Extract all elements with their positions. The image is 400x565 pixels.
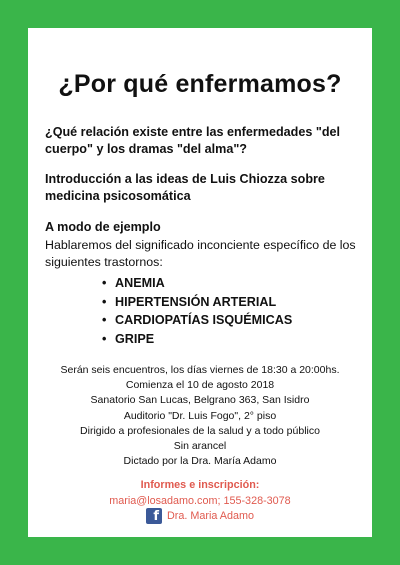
question-body-soul: ¿Qué relación existe entre las enfermedades "del cuerpo" y los dramas "del alma"?	[45, 125, 341, 156]
contact-heading: Informes e inscripción:	[140, 479, 260, 491]
info-venue: Sanatorio San Lucas, Belgrano 363, San Isidro	[90, 394, 310, 407]
contact-email-phone[interactable]: maria@losadamo.com; 155-328-3078	[109, 495, 291, 507]
facebook-icon: f	[146, 508, 162, 524]
example-body: Hablaremos del significado inconciente específico de los siguientes trastornos:	[45, 238, 356, 269]
event-info	[28, 363, 372, 469]
example-heading: A modo de ejemplo	[45, 220, 161, 234]
facebook-name: Dra. Maria Adamo	[166, 510, 254, 522]
info-audience: Dirigido a profesionales de la salud y a todo público	[80, 424, 320, 437]
info-schedule: Serán seis encuentros, los días viernes de 18:30 a 20:00hs.	[60, 364, 340, 376]
flyer-title: ¿Por qué enfermamos?	[58, 70, 342, 98]
info-speaker: Dictado por la Dra. María Adamo	[123, 455, 277, 468]
info-fee: Sin arancel	[173, 440, 227, 453]
facebook-link[interactable]	[28, 508, 372, 524]
list-item: • HIPERTENSIÓN ARTERIAL	[102, 293, 292, 312]
list-item: • CARDIOPATÍAS ISQUÉMICAS	[102, 311, 292, 330]
info-start-date: Comienza el 10 de agosto 2018	[125, 379, 275, 392]
info-auditorium: Auditorio "Dr. Luis Fogo", 2° piso	[123, 409, 277, 422]
list-item: • ANEMIA	[102, 274, 292, 293]
disorder-list	[102, 274, 292, 348]
flyer-card	[28, 28, 372, 537]
introduction-chiozza: Introducción a las ideas de Luis Chiozza sobre medicina psicosomática	[45, 172, 325, 203]
list-item: • GRIPE	[102, 330, 292, 349]
